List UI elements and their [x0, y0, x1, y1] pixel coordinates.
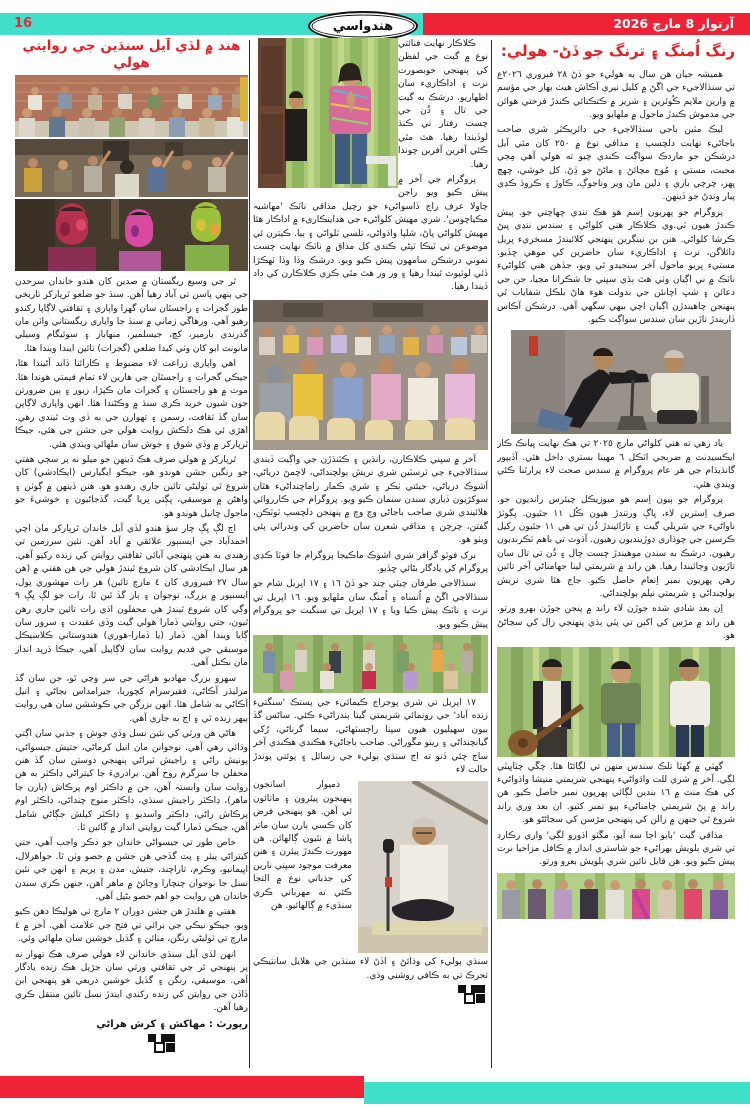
newspaper-mark-icon	[458, 985, 488, 1005]
photo-group-portrait	[253, 635, 488, 693]
body-paragraph: گهٽي ۾ گهٽا تلڪ سندس منهن تي لڳائڻا هئا. چڱي چٽاڀيٽي لڳي. آخر ۾ شري للت واڌواڻيء پنهنجي شريمتي منيشا واڌواڻيء کي هڪ منٽ ۾ ١٦ بندين لڳائي پهريون نمبر حاصل ڪيو. هن راند ۾ پڻ شريمتي ڄامناڻيء ٻيو نمبر کٽيو. ان بعد وري راند شروع ٿي جنهن ۾ زالن کي پنهنجي مڙسن کي سڃاڻڻو هو.	[497, 761, 735, 826]
newspaper-mark-icon	[148, 1034, 178, 1054]
body-paragraph: اڄ لڳ ڀڳ چار سؤ هندو لڏي آيل خاندان ٿرپارکر مان اچي احمدآباد جي ايسنٻور علائقي ۾ آباد آهن. نئين سرزمين تي رهندي به هنن پنهنجي آبائي ثقافتي روايتن کي زنده رکيو آهي. هر سال ايڪادشي کان شروع ٿيندڙ هولي جي هن هفتي ۾ (هن سال ٢٧ فيبروري کان ٤ مارچ تائين) هر رات مهشوري پول، ايسنٻور ۾ بزرگ، نوجوان ۽ ٻار گڏ ٿين ٿا. رات جو لڳ ڀڳ ٩ وڳي کان شروع ٿيندڙ هي محفلون اڌي رات تائين جاري رهن ٿيون، جتي روايتي ڏمارا هولي گيت وڏي عقيدت ۽ سرور سان ڳايا ويندا آهن. ڏمار (يا ڏمارا-هوري) هندوستاني ڪلاسيڪل موسيقي جي قديم روايت سان لاڳاپيل آهي، جيڪا ڌرپد انداز مان نڪتل آهي.	[15, 524, 248, 669]
body-paragraph: مذاقي گيت 'ٻابو اڄا سه آيو، مڱٽو اڌورو لڳي' واري رڪارڊ تي شري ٻلويش بهراڻيء جو شاستري انداز ۾ ڪافل مزاحيا نرت پيش ڪيو ويو. هن قابل تائين شري ٻلويش بعرو ورتو.	[497, 830, 735, 868]
body-paragraph: هميشہ جيان هن سال به هوليء جو ڏڻ ٢٨ فبروري ٢٠٢٦ع تي سنڌالاجيء جي اڱڻ ۾ کليل نيري آڪاش هيٺ بهار جي مؤسم ۾ وارين ملايم ڪُوئرين ۽ شرير ۾ ڪتڪتائي ڪندڙ فرحتي هوائن جي مدموش ڪندڙ ماحول ۾ ملهايو ويو.	[497, 69, 735, 120]
body-paragraph: پروگرام جو پهريون اِسم هو هڪ ننڍي چهاچتي جو. پيش ڪندڙ هيون ٽي.وي ڪلاڪار هني کلواڻي ۽ سندس ننڍي ڀيڻ ڪرشا کلواڻي. هنن بن نينگرين پنهنجي کلائيندڙ مسخريء ڀريل ڊائلاگن، نرت ۽ اداڪاريء سان حاضرين کي موهي ڇڏيو. مستيء ڀريو ماحول آخر سنجيدو ٿي ويو، جڏهن هني کلواڻيء ناٽڪ ۾ ني اڳيان وٺي هٿ ٻڌي سڀني جا شڪرانا مڃيا، جن جي دعائن ۽ شڀ اچانئن جي بدولت هوء هاڻ بلڪل شفاياب ٿي پنهنجن چاهيندڙن اڳيان اچي بيهي سگهي آهي. درشڪن آڪاس ڏاريندڙ تاڙين سان سندس سواڳت ڪيو.	[497, 207, 735, 326]
left-headline: هند ۾ لڏي آيل سنڌين جي روايتي هولي	[22, 38, 241, 71]
middle-column	[253, 38, 488, 1070]
photo-three-men-instrument	[497, 647, 735, 757]
date-line: آرتوار 8 مارچ 2026	[613, 16, 734, 31]
photo-audience-seated	[253, 300, 488, 450]
body-paragraph: برک فوٽو گرافر شري اشوڪ ماڪيجا پروگرام جا فوٽا ڪڍي پروگرام کي يادگار بڻائي ڇڏيو.	[253, 550, 488, 574]
right-column	[497, 38, 735, 1070]
photo-woman-praying	[258, 38, 398, 188]
body-paragraph: سنڌي ٻوليء کي وڌائڻ ۽ اڏڻ لاء سنڌين جي هلايل سانتيڪي تحرڪ تي به ڪافي روشني وڌي.	[253, 957, 488, 981]
left-column	[15, 38, 248, 1070]
body-paragraph: ڪلاڪار نهايت فنائتي نوع ۾ گيت جي لفظن کي پنهنجي خوبصورت نرت ۽ اداڪاريء سان اظهاريو. درشڪ به گيت جي تال ۽ ڌُن جي چست رفتار تي ڪنڌ لوڏيندا رهيا. هٿ مٿي ڪئي آفرين آفرين چوندا رهيا.	[398, 39, 488, 170]
report-credit: رپورٽ : مهاکش ۽ کرش هراڻي	[96, 1018, 248, 1030]
photo-outdoor-crowd	[15, 75, 248, 137]
body-paragraph: خاص طور تي جيسواڻي خاندان جو ذڪر واجب آهي، جتي کيتراڻي پيئر ۽ پٽ گڏجي هن جشن ۾ حصو وٺن ٿا. جواهرلال، اڀيمانيو، وڪرم، تاراچند، جتيش، مدن ۽ پريم ۽ انهن جي نئين نسل جا نوجوان چنچارا وڄائڻ ۾ ماهر آهن، جنهن ڪري سندن خاندان هن روايت جو اهم حصو بڻيل آهي.	[15, 838, 248, 903]
body-paragraph: ياد رهي ته هني کلواڻي مارچ ٢٠٢٥ تي هڪ نهايت ڀيانڪ ڪار ايڪسيڊنٽ ۾ ضربجي اٽڪل ٦ مهينا بستري داخل هئي. آڏيپور گانڌيڌام جي هر عام پروگرام ۾ سندس صحت لاء پرارٿنا ڪئي ويندي هئي.	[497, 439, 735, 490]
body-paragraph: آخر ۾ سڀني ڪلاڪارن، رانڌين ۽ ڪٽنڌڙن جي واڳيت ڏيندي سنڌالاجيء جي ٽرسٽين شري نريش ٻولچنداڻي، لاچمڻ درياڻي، اَشوڪ درياڻي، جيئتي ٺڪر ۽ شري ڪمار راماچنداڻيء هٿان سوکڙيون ڏياري سندن سنمان ڪيو ويو. پروگرام جي ڪارروائي هلائيندي شري صاحب باجاڻي وچ وچ ۾ پنهنجن دلچسپ ٽوٽڪن، گفتن، چرچن ۽ مذاقي شعرن سان حاضرين کي وندرائي پئي ويٺو هو.	[253, 454, 488, 546]
photo-women-row	[497, 873, 735, 919]
body-paragraph: ٿرپارکر ۾ هولي صرف هڪ ڏينهن جو ميلو نه پر سڄي هفتي جو رنگين جشن هوندو هو، جيڪو ايگيارس (ايڪادشي) کان شروع ٿي ٽوليڻي تائين جاري رهندو هو. هنن ڏينهن ۾ ڳوٺن ۽ واهڻن ۾ موسيقي، ڀڳتي ڀريا گيت، گڏجاڻيون ۽ خوشيءَ جو ماحول ڇانيل هوندو هو.	[15, 455, 248, 519]
footer-teal-bar	[364, 1082, 750, 1104]
photo-indoor-gathering	[15, 139, 248, 197]
photo-stage-interview	[511, 330, 731, 434]
body-paragraph: پروگرام جو ٻيون اِسم هو ميوزيڪل چيئرس رانديون جو. صرف اِسترين لاء، ڀاڳ ورتندڙ هيون ڪُل ١١ جٿيون. پڳوٽڙ ناواڻيء جي شريلي گيت ۽ تاڙائيندڙ ڌُن تي هي ١١ جٿيون رکيل ڪرسين جي چوڌاري ڊوڙينديون رهيون. آڌوٽ تي باهم ٽڪرنديون رهيون. درشڪ به سندن موهيندڙ چست چال ۽ ڌُن تي تال سان تاڙيون وڄائيندا رهيا. هن راند ۾ شريمتي لينا جهامناڻي آخر تائين رهي پهريون نمبر اِنعام حاصل ڪيو. جاج هئا شري نريش ٻولچنداڻي ۽ شريمتي نيلم ٻولچنداڻي.	[497, 495, 735, 599]
column-divider	[249, 40, 250, 1068]
photo-holi-colored-faces	[15, 199, 248, 271]
column-divider	[491, 40, 492, 1068]
masthead-logo: هندواسي	[308, 11, 418, 41]
body-paragraph: سنڌالاجي طرفان چيٽي چنڊ جو ڏڻ ١٦ ۽ ١٧ اپريل شام جو سنڌالاجي اڱڻ ۾ اُتساه ۽ اُمنگ سان ملهايو ويو. ١٦ اپريل تي نرت ۽ ناٽڪ پيش ڪيا ويا ۽ ١٧ اپريل تي سنگيت جو پروگرام پيش ڪيو ويو.	[253, 579, 488, 630]
body-paragraph: اهي واپاري زراعت لاء مضبوط ۽ ڪارائتا ڏاند آڻيندا هئا، جيڪي گجرات ۽ راجسٿان جي هارين لاء تمام قيمتي هوندا هئا. موٽ ۾ هو راجسٿان ۽ گجرات مان ڪپڙا، زيور ۽ ٻين ضرورتن جون شيون خريد ڪري سنڌ ۾ وڪڻندا هئا. انهن واپاري لاڳاپن سان گڏ ثقافت، رسمن ۽ تهوارن جي به ڏي وٺ ٿيندي رهي. اهڙي ئي هڪ دلڪش روايت هولي جي جشن جي هئي، جيڪا ٿرپارکر ۾ وڏي شوق ۽ جوش سان ملهائي ويندي هئي.	[15, 359, 248, 450]
body-paragraph: هفتي ۾ هلندڙ هن جشن دوران ٢ مارچ تي هوليڪا دهن ڪيو ويو، جيڪو نيڪي جي برائي تي فتح جي علامت آهي. آخر ۾ ٤ مارچ تي ٽوليڻي رنگن، مٺائن ۽ گڏيل خوشين سان ملهائي وئي.	[15, 907, 248, 945]
body-paragraph: ١٧ اپريل تي شري پوجراج ڪيمائيء جي پستڪ 'سنگتيء زنده آباد' جي رونمائي شريمتي گيتا ٻندراڻيء ڪئي. ساڻس گڏ ٻيون سهيليون هيون سپنا راڄسٽهاڻي، سيما گرناڻي، رُکي گيانچنداڻي ۽ رينو مڱوراڻي. صاحب باجاڻيء هڪندي هڪندي آخر ساڄ چئي ڏنو ته اڄ سنڌي ٻوليء جي رسائل ۽ پوئتي پوندڙ حالت لاء	[253, 698, 488, 776]
body-paragraph: اِن بعد شادي شده جوڙن لاء راند ۾ پنجن جوڙن بهرو ورتو. هن راند ۾ مڙس کي اکين تي پٽي ٻڌي پنهنجي زال کي سڃاڻڻ هو.	[497, 604, 735, 642]
body-paragraph: ليڪ مٽين باجي سنڌالاجيء جي ڊائريڪٽر شري صاحب باجاڻيء نهايت دلچسپ ۽ مذاقي نوع ۾ ٢٥٠ کان مٿي آيل درشڪن جو ماردڪ سواڳت ڪندي چيو ته هولي آهي مِڄي محبت، مستي ۽ مُوج مچائڻ ۽ ماڻڻ جو ڏِڻ. کل خوشي، چهچ ڀهر، چرچي بازي ۽ دلين مان وير وناجوڳ، ڪاوڙ ۽ ڪروڌ ڪڍي پيار ونڊڻ جو ڏينهن.	[497, 125, 735, 203]
body-paragraph: پروگرام جي آخر ۾ پيش ڪيو ويو راجن چاولا عرف راج ڏاسواڻيء جو رچيل مذاقي ناٽڪ 'مهاشيہ مڪياچوس'. شري مهيش کلواڻيء جي هدايتڪاريء ۾ اداڪار هئا مهيش کلواڻي پاڻ، شلپا واڌواڻي، تلسي ٽلواڻي ۽ ٻيا. ڪيترن ئي موضوعن تي ٽيڪا ٽپڻي ڪندي کل مذاق ۾ ناٽڪ نهايت چست نموني درشڪن سامهون پيش ڪيو ويو. درشڪ وڏا وڏا ٽهڪڙا ڏئي لوٽپوٽ ٿيندا رهيا ۽ ور ور هٿ مٿي ڪري ڪلاڪارن کي داد ڏيندا رهيا.	[253, 175, 488, 293]
body-paragraph: هاڻي هن ورثي کي نئين نسل وڏي جوش ۽ جذبي سان اڳتي وڌائي رهي آهي. نوجوانن مان انيل کرماڻي، جتيش جيسواڻي، پونيش راڻي ۽ راجيش ٽيراڻي پنهنجي دوستن سان گڏ هنن محفلن جا سرگرم روح آهن. برادريءَ جا کيتراڻي ڊاڪٽر به هن روايت سان وابستہ آهن، جن ۾ ڊاڪٽر اوم پرڪاش (ٻارن جا ماهر)، ڊاڪٽر راجيش سنڌي، ڊاڪٽر منوج چنداڻي، ڊاڪٽر اوم پرڪاش راڻي، ڊاڪٽر واسديو ۽ ڊاڪٽر کيلش جڳاڻي شامل آهن، جيڪي ڏمارا گيت روايتي انداز ۾ ڳائين ٿا.	[15, 729, 248, 833]
body-paragraph: انهن لڏي آيل سنڌي خاندانن لاء هولي صرف هڪ تهوار نه پر پنهنجي ٿر جي ثقافتي ورثي سان جڙيل هڪ زنده يادگار آهي. موسيقي، رنگن ۽ گڏيل خوشين ذريعي هو پنهنجي ابن ڏاڏن جي روايتن کي زنده رکندي ايندڙ نسل تائين منتقل ڪري رهيا آهن.	[15, 949, 248, 1014]
footer-red-bar	[0, 1076, 364, 1098]
body-paragraph: ٿر جي وسيع ريگستان ۾ صدين کان هندو خاندان سرحدن جي ٻنهي پاسن تي آباد رهيا آهن. سنڌ جو ضلعو ٿرپارکر تاريخي طور گجرات ۽ راجسٿان سان گهرا واپاري ۽ ثقافتي لاڳاپا رکندو رهيو آهي. ورهاڱي زماني ۾ سنڌ جا واپاري ريگستاني واٽن مان گذرندي بارمير، کچ، جيسلمير، منهاباز ۽ سوئيگام وسيلي مانونٽ ابو کان وٺي کيدا ضلعي (گجرات) تائين ايندا ويندا هئا.	[15, 276, 248, 354]
body-paragraph: سهرو بزرگ مهاديو هراڻي جي سر وڃي ٿو، جن سان گڏ مرليڌر آڪاڻي، فقيرسرام کچوريا، جيرامداس بجاڻي ۽ انيل آڪاڻي به شامل هئا. انهن بزرگن جي ڪوششن سان هي روايت ٻيهر زنده ٿي ۽ اڄ به جاري آهي.	[15, 673, 248, 724]
photo-elder-singing-seated	[358, 781, 488, 953]
right-headline: رنگ اُمنگ ۽ ترنگ جو ڏڻ- هولي:	[500, 42, 735, 60]
body-paragraph: ذميوار اسانجون پنهنجون پيئرون ۽ ماتائون ئي آهن. هو پنهنجي فرض کان ڪسي ٻارن سان ماتر ڀاشا ۾ نٿيون ڳالهائن. هن مهورت ڪندڙ پيئرن ۽ هنن معرفت موجود سڀني نارين کي جذباتي نوع ۾ التجا ڪئي ته مهرباني ڪري سنڌيء ۾ ڳالهائيو. هن	[253, 780, 352, 912]
page-number: 16	[14, 16, 33, 31]
